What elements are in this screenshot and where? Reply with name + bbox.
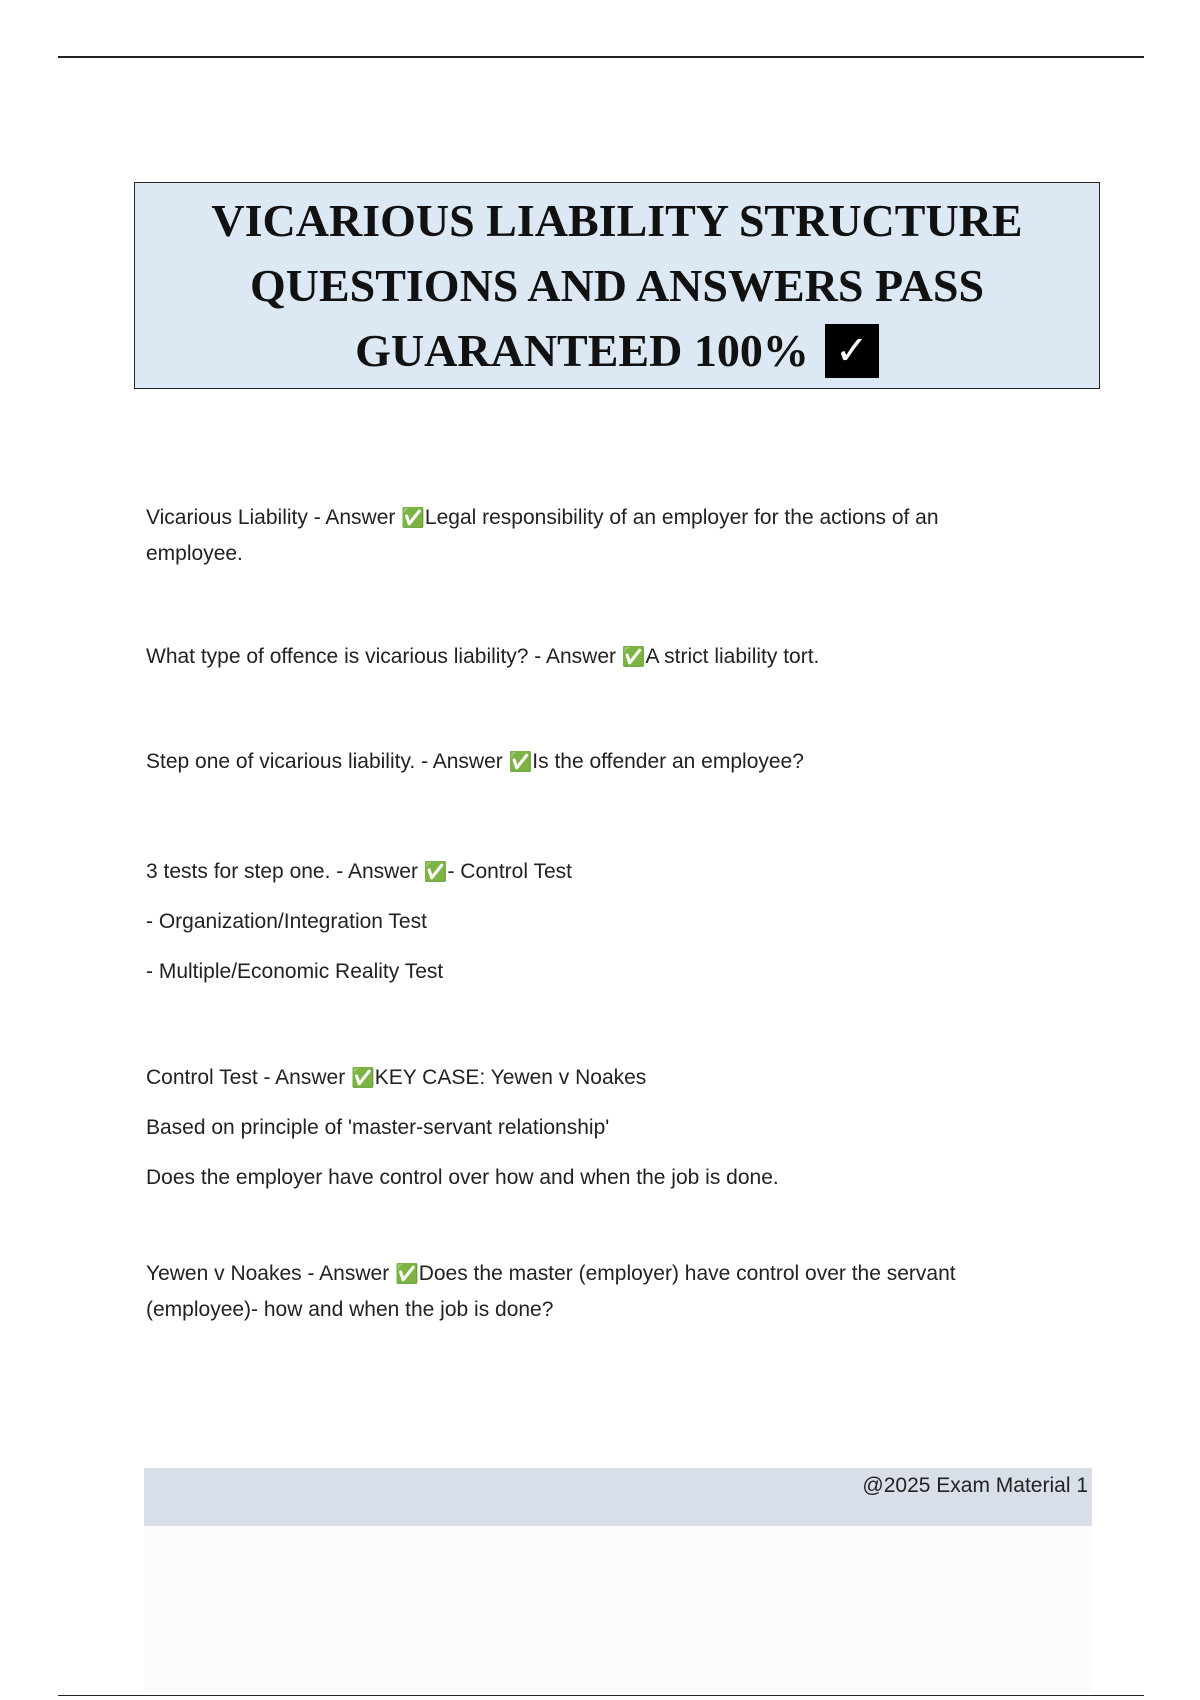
qa-item — [146, 847, 1046, 997]
answer-check-icon: ✅ — [423, 861, 448, 883]
question-text: Control Test - Answer — [146, 1066, 352, 1089]
title-line-3-text: GUARANTEED 100% — [355, 325, 809, 376]
answer-text: Based on principle of 'master-servant relationship' — [146, 1116, 610, 1139]
qa-line — [146, 500, 1046, 536]
qa-item — [146, 1053, 1046, 1203]
answer-text: - Organization/Integration Test — [146, 910, 427, 933]
question-text: 3 tests for step one. - Answer — [146, 860, 424, 883]
qa-line — [146, 1053, 1046, 1103]
bottom-rule — [58, 1695, 1144, 1696]
answer-check-icon: ✅ — [351, 1067, 375, 1089]
answer-text: - Control Test — [447, 860, 572, 883]
footer-band — [144, 1468, 1092, 1526]
answer-check-icon: ✅ — [395, 1263, 419, 1285]
qa-line — [146, 639, 1046, 675]
answer-text: employee. — [146, 542, 243, 565]
title-line-3 — [355, 318, 879, 383]
question-text: Vicarious Liability - Answer — [146, 506, 402, 529]
question-text: Yewen v Noakes - Answer — [146, 1262, 396, 1285]
qa-item — [146, 639, 1046, 675]
qa-item — [146, 1256, 1046, 1328]
title-box — [134, 182, 1100, 389]
answer-text: - Multiple/Economic Reality Test — [146, 960, 444, 983]
answer-text: KEY CASE: Yewen v Noakes — [374, 1066, 647, 1089]
answer-check-icon: ✅ — [508, 751, 533, 773]
qa-line — [146, 1256, 1046, 1292]
answer-text: (employee)- how and when the job is done? — [146, 1298, 554, 1321]
answer-text: Legal responsibility of an employer for the actions of an — [424, 506, 939, 529]
question-text: What type of offence is vicarious liability? - Answer — [146, 645, 622, 668]
title-line-1: VICARIOUS LIABILITY STRUCTURE — [211, 195, 1023, 246]
answer-text: Is the offender an employee? — [532, 750, 804, 773]
top-rule — [58, 56, 1144, 58]
question-text: Step one of vicarious liability. - Answer — [146, 750, 509, 773]
footer-panel — [144, 1526, 1092, 1692]
answer-check-icon: ✅ — [621, 646, 646, 668]
qa-item — [146, 500, 1046, 572]
qa-line — [146, 744, 1046, 780]
answer-text: Does the master (employer) have control over the servant — [418, 1262, 956, 1285]
footer-text: @2025 Exam Material 1 — [862, 1474, 1088, 1497]
qa-item — [146, 744, 1046, 780]
answer-check-icon: ✅ — [401, 507, 425, 529]
title-line-2: QUESTIONS AND ANSWERS PASS — [249, 260, 985, 311]
check-mark-icon: ✓ — [825, 324, 879, 378]
answer-text: Does the employer have control over how and when the job is done. — [146, 1166, 779, 1189]
answer-text: A strict liability tort. — [645, 645, 820, 668]
qa-line — [146, 847, 1046, 897]
